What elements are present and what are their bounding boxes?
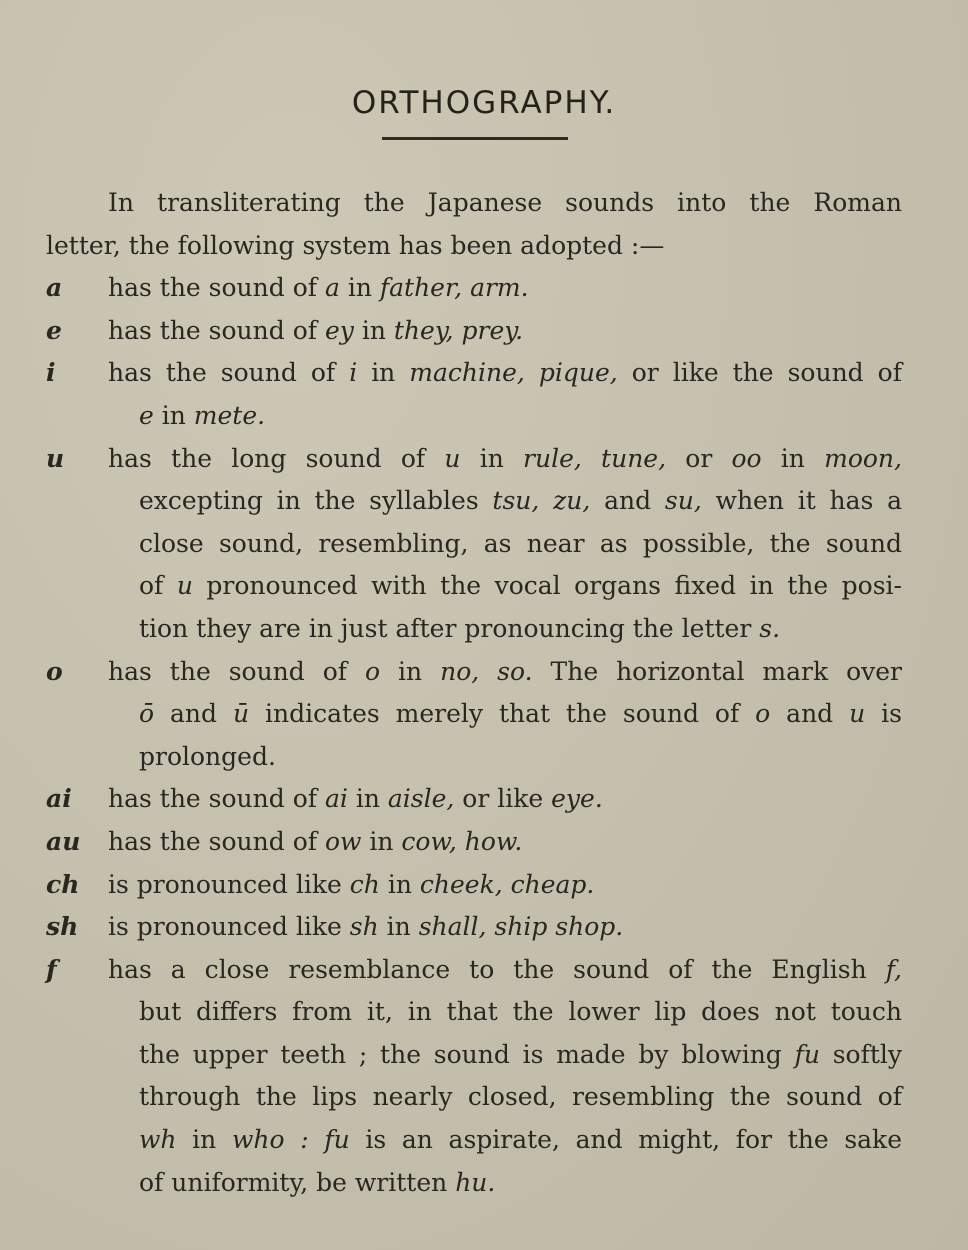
italic-term: ō: [139, 699, 155, 729]
text-run: and: [590, 486, 665, 516]
text-run: but differs from it, in that the lower lip does not touch: [139, 997, 902, 1027]
italic-term: u: [176, 571, 193, 601]
italic-term: oo: [731, 443, 762, 473]
text-run: in: [379, 869, 420, 899]
italic-term: shall, ship shop.: [418, 912, 624, 942]
text-run: prolonged.: [139, 741, 276, 771]
entry-line: [108, 1076, 902, 1119]
entry-ch: [46, 864, 902, 907]
italic-term: ai: [324, 784, 348, 814]
text-run: has the sound of: [108, 273, 325, 303]
text-run: has the sound of: [108, 826, 325, 856]
entry-ai: [46, 778, 902, 821]
entry-letter: i: [46, 358, 56, 388]
italic-term: father, arm.: [379, 273, 529, 303]
italic-term: i: [349, 358, 358, 388]
entry-description: [108, 267, 902, 310]
entry-description: [108, 651, 902, 779]
text-run: of: [139, 571, 177, 601]
entry-letter: ai: [46, 784, 72, 814]
entry-line: [108, 523, 902, 566]
italic-term: su,: [664, 486, 702, 516]
entry-line: [108, 438, 902, 481]
text-run: in: [380, 656, 441, 686]
entry-letter: a: [46, 273, 63, 303]
italic-term: o: [755, 699, 771, 729]
text-run: is an aspirate, and might, for the sake: [349, 1125, 903, 1155]
entry-e: [46, 310, 902, 353]
text-run: has the long sound of: [108, 443, 445, 473]
italic-term: mete.: [193, 400, 266, 430]
text-run: [309, 1125, 325, 1154]
entry-a: [46, 267, 902, 310]
italic-term: hu.: [455, 1167, 496, 1197]
text-run: is: [865, 699, 903, 729]
italic-term: o: [365, 656, 381, 686]
text-run: and: [154, 699, 233, 729]
entry-line: [108, 693, 902, 736]
entry-line: [108, 1119, 902, 1162]
italic-term: ch: [349, 869, 380, 899]
entry-description: [108, 778, 902, 821]
entry-letter: au: [46, 826, 81, 856]
italic-term: fu: [794, 1039, 820, 1069]
italic-term: sh: [349, 912, 379, 942]
entry-line: [108, 736, 902, 779]
entry-letter: e: [46, 315, 62, 345]
entry-line: [108, 1034, 902, 1077]
text-run: in: [460, 443, 524, 473]
italic-term: e: [139, 400, 154, 430]
italic-term: who :: [231, 1125, 309, 1155]
italic-term: u: [444, 443, 461, 473]
italic-term: rule, tune,: [523, 443, 667, 473]
italic-term: aisle,: [387, 784, 455, 814]
entry-line: [108, 480, 902, 523]
entry-description: [108, 438, 902, 651]
italic-term: cow, how.: [401, 826, 523, 856]
entry-line: [108, 395, 902, 438]
text-run: in: [176, 1125, 232, 1155]
italic-term: f,: [885, 954, 902, 984]
entry-line: [108, 310, 902, 353]
entry-description: [108, 352, 902, 437]
entry-line: [108, 1162, 902, 1205]
intro-line: letter, the following system has been adopted :—: [46, 230, 665, 260]
text-run: through the lips nearly closed, resembling the sound of: [139, 1082, 902, 1112]
text-run: when it has a: [701, 486, 903, 516]
entry-u: [46, 438, 902, 651]
text-run: pronounced with the vocal organs fixed in the posi-: [192, 571, 902, 601]
entry-description: [108, 949, 902, 1205]
entry-line: [108, 864, 902, 907]
entry-sh: [46, 906, 902, 949]
text-run: in: [761, 443, 825, 473]
text-run: the upper teeth ; the sound is made by blowing: [139, 1039, 795, 1069]
italic-term: tsu, zu,: [492, 486, 591, 516]
italic-term: ū: [232, 699, 250, 729]
entry-o: [46, 651, 902, 779]
italic-term: fu: [324, 1125, 350, 1155]
italic-term: machine, pique,: [409, 358, 618, 388]
text-run: of uniformity, be written: [139, 1167, 456, 1197]
text-run: has the sound of: [108, 315, 325, 345]
text-run: in: [353, 315, 394, 345]
entry-letter: f: [46, 954, 57, 984]
entry-letter: ch: [46, 869, 80, 899]
italic-term: moon,: [824, 443, 902, 473]
text-run: and: [770, 699, 850, 729]
text-run: or like: [454, 784, 552, 814]
entry-line: [108, 608, 902, 651]
text-run: close sound, resembling, as near as possible, the sound: [139, 528, 902, 558]
text-run: softly: [819, 1039, 902, 1069]
entry-line: [108, 267, 902, 310]
entry-au: [46, 821, 902, 864]
italic-term: u: [849, 699, 866, 729]
italic-term: eye.: [551, 784, 603, 814]
entry-letter: o: [46, 656, 63, 686]
italic-term: no, so.: [440, 656, 533, 686]
entry-line: [108, 949, 902, 992]
text-run: or like the sound of: [617, 358, 902, 388]
text-run: has a close resemblance to the sound of the English: [108, 954, 886, 984]
italic-term: cheek, cheap.: [419, 869, 595, 899]
intro-line: In transliterating the Japanese sounds into the Roman: [108, 188, 902, 217]
entry-line: [108, 821, 902, 864]
italic-term: they, prey.: [393, 315, 524, 345]
text-run: in: [378, 912, 419, 942]
italic-term: ey: [324, 315, 354, 345]
text-run: in: [339, 273, 380, 303]
title-rule: [382, 137, 568, 140]
text-run: or: [666, 443, 732, 473]
entry-description: [108, 864, 902, 907]
entry-line: [108, 651, 902, 694]
entry-letter: sh: [46, 912, 79, 942]
entry-description: [108, 310, 902, 353]
entry-description: [108, 906, 902, 949]
text-run: excepting in the syllables: [139, 486, 493, 516]
text-run: has the sound of: [108, 784, 325, 814]
entry-line: [108, 991, 902, 1034]
entry-i: [46, 352, 902, 437]
entry-f: [46, 949, 902, 1205]
entry-letter: u: [46, 443, 65, 473]
entry-line: [108, 352, 902, 395]
text-run: in: [357, 358, 410, 388]
text-run: in: [361, 826, 402, 856]
text-run: in: [347, 784, 388, 814]
italic-term: ow: [324, 826, 362, 856]
text-run: has the sound of: [108, 358, 350, 388]
entry-line: [108, 906, 902, 949]
text-run: is pronounced like: [108, 912, 350, 942]
italic-term: wh: [139, 1125, 177, 1155]
page-title: ORTHOGRAPHY.: [351, 84, 617, 121]
text-run: has the sound of: [108, 656, 366, 686]
text-run: in: [153, 400, 194, 430]
text-run: The horizontal mark over: [532, 656, 902, 686]
text-run: indicates merely that the sound of: [249, 699, 756, 729]
page-body: [46, 182, 902, 1204]
text-run: tion they are in just after pronouncing the letter: [139, 613, 760, 643]
entry-line: [108, 565, 902, 608]
entry-line: [108, 778, 902, 821]
intro-paragraph: [46, 182, 902, 267]
text-run: is pronounced like: [108, 869, 350, 899]
italic-term: s.: [759, 613, 781, 643]
entry-description: [108, 821, 902, 864]
italic-term: a: [324, 273, 340, 303]
orthography-entries: [46, 267, 902, 1204]
